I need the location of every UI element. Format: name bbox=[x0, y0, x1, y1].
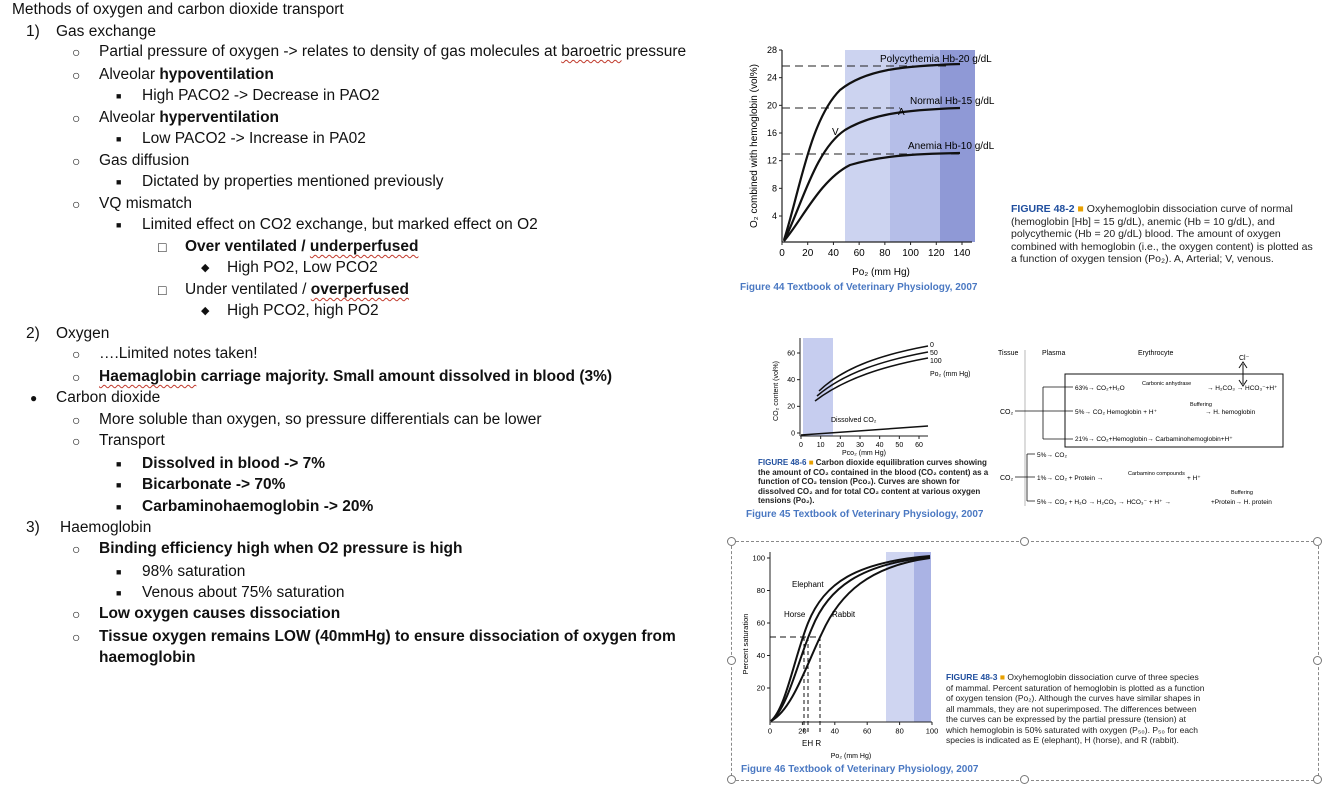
tick-label: 80 bbox=[895, 726, 904, 736]
note-hypo-sub: High PACO2 -> Decrease in PAO2 bbox=[142, 87, 380, 104]
circle-bullet-icon: ○ bbox=[72, 629, 81, 645]
oxyhemoglobin-curve-figure bbox=[740, 40, 1010, 280]
plasma-buffering-label: Buffering bbox=[1231, 490, 1253, 496]
tick-label: 100 bbox=[752, 553, 765, 563]
note-over-ventilated bbox=[185, 237, 418, 257]
curve-label: 100 bbox=[930, 358, 942, 365]
marker-arterial: A bbox=[898, 107, 905, 118]
curve-label: 0 bbox=[930, 342, 934, 349]
square-bullet-icon: ■ bbox=[116, 502, 122, 512]
y-ticks bbox=[787, 350, 800, 437]
note-bold-text: hypoventilation bbox=[159, 66, 274, 83]
tick-label: 20 bbox=[798, 726, 807, 736]
tick-label: 40 bbox=[827, 248, 839, 259]
misspelled-word: overperfused bbox=[310, 281, 409, 298]
section-number-2: 2) bbox=[26, 325, 40, 342]
resize-handle-bottom-right[interactable] bbox=[1313, 775, 1322, 784]
tick-label: 40 bbox=[830, 726, 839, 736]
note-more-soluble: More soluble than oxygen, so pressure differentials can be lower bbox=[99, 411, 542, 428]
section-carbon-dioxide: Carbon dioxide bbox=[56, 389, 161, 406]
caption-text: Oxyhemoglobin dissociation curve of three species of mammal. Percent saturation of hemoglobin is plotted as a function of oxygen tension (Po₂). Although the curves have similar shapes in all mammals, they are not superimposed. The differences between the curves can be expressed by the partial pressure (tension) at which hemoglobin is 50% saturated with oxygen (P₅₀). P₅₀ for each species is indicated as E (elephant), H (horse), and R (rabbit). bbox=[946, 672, 1205, 745]
curve-label: 50 bbox=[930, 350, 938, 357]
note-transport: Transport bbox=[99, 432, 165, 449]
scan-band bbox=[914, 552, 931, 722]
note-bicarbonate: Bicarbonate -> 70% bbox=[142, 476, 286, 493]
section-haemoglobin: Haemoglobin bbox=[60, 519, 152, 536]
circle-bullet-icon: ○ bbox=[72, 541, 81, 557]
tick-label: 50 bbox=[895, 442, 904, 449]
tick-label: 20 bbox=[787, 403, 795, 411]
section-number-1: 1) bbox=[26, 23, 40, 40]
note-under-ventilated bbox=[185, 280, 409, 300]
caption-square-icon: ■ bbox=[1077, 203, 1084, 215]
note-gd-sub: Dictated by properties mentioned previously bbox=[142, 173, 444, 190]
circle-bullet-icon: ○ bbox=[72, 67, 81, 83]
x-ticks bbox=[799, 436, 923, 449]
note-vq-mismatch: VQ mismatch bbox=[99, 195, 193, 212]
square-bullet-icon: ■ bbox=[116, 220, 122, 230]
note-ov-sub: High PO2, Low PCO2 bbox=[227, 259, 378, 276]
resize-handle-top-left[interactable] bbox=[727, 537, 736, 546]
circle-bullet-icon: ○ bbox=[72, 44, 81, 60]
caption-square-icon: ■ bbox=[999, 672, 1006, 682]
note-bold-text: Over ventilated / bbox=[185, 238, 310, 255]
tick-label: 4 bbox=[771, 211, 777, 221]
tick-label: 0 bbox=[767, 726, 773, 736]
label-normal: Normal Hb-15 g/dL bbox=[910, 96, 995, 107]
tick-label: 60 bbox=[853, 248, 865, 259]
note-haemoglobin-carriage bbox=[99, 367, 612, 387]
circle-bullet-icon: ○ bbox=[72, 412, 81, 428]
figure-45-source: Figure 45 Textbook of Veterinary Physiology, 2007 bbox=[746, 509, 984, 520]
tick-label: 16 bbox=[766, 128, 777, 138]
header-erythrocyte: Erythrocyte bbox=[1138, 350, 1174, 357]
note-text: Under ventilated / bbox=[185, 281, 311, 298]
tick-label: 12 bbox=[766, 155, 777, 166]
tick-label: 24 bbox=[766, 72, 777, 83]
tick-label: 20 bbox=[766, 100, 777, 111]
resize-handle-bottom-left[interactable] bbox=[727, 775, 736, 784]
note-gas-diffusion: Gas diffusion bbox=[99, 152, 190, 169]
note-hyper-sub: Low PACO2 -> Increase in PA02 bbox=[142, 130, 366, 147]
figure-48-3-caption bbox=[946, 672, 1208, 746]
note-carbamino: Carbaminohaemoglobin -> 20% bbox=[142, 498, 374, 515]
tick-label: 20 bbox=[756, 683, 765, 693]
note-text: Alveolar bbox=[99, 109, 160, 126]
circle-bullet-icon: ○ bbox=[72, 196, 81, 212]
tick-label: 40 bbox=[756, 651, 765, 660]
note-hypoventilation bbox=[99, 65, 274, 85]
species-dissociation-figure bbox=[736, 548, 941, 760]
resize-handle-right[interactable] bbox=[1313, 656, 1322, 665]
square-bullet-icon: ■ bbox=[116, 134, 122, 144]
reaction-5: 5%→ CO₂ Hemoglobin + H⁺ bbox=[1075, 409, 1157, 416]
tick-label: 60 bbox=[787, 350, 795, 358]
label-anemia: Anemia Hb-10 g/dL bbox=[908, 141, 995, 152]
dissolved-co2-label: Dissolved CO₂ bbox=[831, 417, 877, 424]
section-gas-exchange: Gas exchange bbox=[56, 23, 156, 40]
note-limited: ….Limited notes taken! bbox=[99, 345, 258, 362]
header-plasma: Plasma bbox=[1042, 350, 1066, 357]
y-axis-label: CO₂ content (vol%) bbox=[773, 361, 780, 421]
tick-label: 10 bbox=[816, 442, 825, 449]
y-axis-label: Percent saturation bbox=[741, 613, 750, 675]
square-bullet-icon: ■ bbox=[116, 480, 122, 490]
note-bold-text: hyperventilation bbox=[159, 109, 280, 126]
x-axis-label: Pco₂ (mm Hg) bbox=[842, 450, 886, 457]
note-tissue-oxygen-cont: haemoglobin bbox=[99, 649, 196, 666]
note-venous: Venous about 75% saturation bbox=[142, 584, 345, 601]
co2-equilibration-figure bbox=[745, 336, 990, 461]
x-axis-label: Po₂ (mm Hg) bbox=[852, 267, 910, 278]
caption-heading: FIGURE 48-6 bbox=[758, 458, 807, 467]
note-partial-pressure bbox=[99, 42, 686, 62]
reaction-5-product: → H. hemoglobin bbox=[1205, 409, 1256, 416]
co2-transport-diagram bbox=[995, 344, 1325, 509]
resize-handle-bottom[interactable] bbox=[1020, 775, 1029, 784]
figure-44-source: Figure 44 Textbook of Veterinary Physiology, 2007 bbox=[740, 282, 978, 293]
tick-label: 60 bbox=[756, 618, 765, 628]
note-dissolved: Dissolved in blood -> 7% bbox=[142, 455, 326, 472]
tick-label: 60 bbox=[915, 442, 923, 449]
label-polycythemia: Polycythemia Hb-20 g/dL bbox=[880, 54, 992, 65]
tick-label: 0 bbox=[779, 248, 785, 259]
tick-label: 100 bbox=[925, 726, 939, 736]
tick-label: 8 bbox=[771, 183, 777, 194]
tick-label: 28 bbox=[766, 45, 777, 55]
plasma-5-product: +Protein→ H. protein bbox=[1211, 499, 1272, 506]
hollow-square-bullet-icon: □ bbox=[158, 282, 167, 298]
enzyme-label: Carbonic anhydrase bbox=[1142, 381, 1192, 387]
label-horse: Horse bbox=[784, 610, 806, 619]
square-bullet-icon: ■ bbox=[116, 459, 122, 469]
circle-bullet-icon: ○ bbox=[72, 110, 81, 126]
misspelled-word: underperfused bbox=[309, 238, 419, 255]
po2-legend-label: Po₂ (mm Hg) bbox=[930, 371, 971, 378]
note-tissue-oxygen: Tissue oxygen remains LOW (40mmHg) to ensure dissociation of oxygen from bbox=[99, 628, 676, 645]
tick-label: 0 bbox=[791, 430, 795, 438]
circle-bullet-icon: ○ bbox=[72, 433, 81, 449]
document-title: Methods of oxygen and carbon dioxide transport bbox=[12, 1, 344, 18]
x-ticks bbox=[779, 242, 971, 259]
co2-curve-po2-0 bbox=[819, 346, 928, 391]
square-bullet-icon: ■ bbox=[116, 588, 122, 598]
header-tissue: Tissue bbox=[998, 350, 1019, 357]
square-bullet-icon: ■ bbox=[116, 177, 122, 187]
disc-bullet-icon: ● bbox=[30, 391, 38, 405]
co2-branch-lines bbox=[1015, 387, 1073, 439]
p50-markers: EH R bbox=[802, 739, 822, 748]
note-text: Alveolar bbox=[99, 66, 160, 83]
plasma-1-product: + H⁺ bbox=[1187, 475, 1201, 482]
tick-label: 40 bbox=[875, 442, 884, 449]
circle-bullet-icon: ○ bbox=[72, 606, 81, 622]
section-number-3: 3) bbox=[26, 519, 40, 536]
tick-label: 120 bbox=[927, 248, 945, 259]
label-elephant: Elephant bbox=[792, 580, 824, 589]
misspelled-word: Haemaglobin bbox=[99, 368, 197, 385]
tissue-co2-label: CO₂ bbox=[1000, 475, 1014, 482]
figure-48-6-caption bbox=[758, 458, 996, 506]
caption-text: Oxyhemoglobin dissociation curve of normal (hemoglobin [Hb] = 15 g/dL), anemic (Hb = 10 g/dL), and polycythemic (Hb = 20 g/dL) blood. The amount of oxygen combined with hemoglobin (i.e., the oxygen content) is plotted as a function of oxygen tension (Po₂). A, Arterial; V, venous. bbox=[1011, 203, 1313, 265]
tick-label: 0 bbox=[799, 442, 803, 449]
square-bullet-icon: ■ bbox=[116, 91, 122, 101]
buffering-label: Buffering bbox=[1190, 402, 1212, 408]
square-bullet-icon: ■ bbox=[116, 567, 122, 577]
label-rabbit: Rabbit bbox=[832, 610, 856, 619]
plasma-1-protein: 1%→ CO₂ + Protein → bbox=[1037, 475, 1104, 482]
plasma-5-dissolved: 5%→ CO₂ bbox=[1037, 452, 1067, 459]
chloride-label: Cl⁻ bbox=[1239, 355, 1250, 362]
tick-label: 20 bbox=[802, 248, 814, 259]
tick-label: 100 bbox=[902, 248, 919, 259]
note-binding-efficiency: Binding efficiency high when O2 pressure is high bbox=[99, 540, 463, 557]
reaction-21: 21%→ CO₂+Hemoglobin→ Carbaminohemoglobin+H⁺ bbox=[1075, 436, 1233, 443]
x-ticks bbox=[768, 722, 938, 736]
tick-label: 80 bbox=[879, 248, 891, 259]
hollow-square-bullet-icon: □ bbox=[158, 239, 167, 255]
note-vq-sub: Limited effect on CO2 exchange, but marked effect on O2 bbox=[142, 216, 538, 233]
y-axis-label: O₂ combined with hemoglobin (vol%) bbox=[749, 64, 760, 228]
misspelled-word: baroetric bbox=[561, 43, 622, 60]
resize-handle-top[interactable] bbox=[1020, 537, 1029, 546]
tick-label: 40 bbox=[787, 377, 795, 384]
y-ticks bbox=[752, 554, 770, 693]
circle-bullet-icon: ○ bbox=[72, 153, 81, 169]
caption-heading: FIGURE 48-2 bbox=[1011, 203, 1075, 215]
reaction-63-product: → H₂CO₃ → HCO₃⁻+H⁺ bbox=[1207, 385, 1278, 392]
resize-handle-top-right[interactable] bbox=[1313, 537, 1322, 546]
note-98-saturation: 98% saturation bbox=[142, 563, 246, 580]
tissue-co2-label: CO₂ bbox=[1000, 409, 1014, 416]
circle-bullet-icon: ○ bbox=[72, 346, 81, 362]
reaction-63: 63%→ CO₂+H₂O bbox=[1075, 385, 1125, 392]
tick-label: 30 bbox=[856, 442, 864, 449]
note-low-oxygen: Low oxygen causes dissociation bbox=[99, 605, 341, 622]
note-text: Partial pressure of oxygen -> relates to density of gas molecules at bbox=[99, 43, 562, 60]
marker-venous: V bbox=[832, 127, 839, 138]
x-axis-label: Po₂ (mm Hg) bbox=[830, 753, 872, 760]
figure-46-source: Figure 46 Textbook of Veterinary Physiology, 2007 bbox=[741, 764, 979, 775]
circle-bullet-icon: ○ bbox=[72, 369, 81, 385]
section-oxygen: Oxygen bbox=[56, 325, 110, 342]
plasma-5-bicarbonate: 5%→ CO₂ + H₂O → H₂CO₃ → HCO₃⁻ + H⁺ → bbox=[1037, 499, 1171, 506]
diamond-bullet-icon: ◆ bbox=[201, 262, 210, 274]
y-ticks bbox=[767, 45, 782, 221]
tick-label: 20 bbox=[836, 442, 845, 449]
diamond-bullet-icon: ◆ bbox=[201, 305, 210, 317]
resize-handle-left[interactable] bbox=[727, 656, 736, 665]
caption-square-icon: ■ bbox=[808, 458, 814, 467]
note-uv-sub: High PCO2, high PO2 bbox=[227, 302, 379, 319]
figure-48-2-caption bbox=[1011, 203, 1321, 266]
note-bold-text: carriage majority. Small amount dissolved in blood (3%) bbox=[196, 368, 613, 385]
carbamino-label: Carbamino compounds bbox=[1128, 471, 1185, 477]
note-text: pressure bbox=[621, 43, 687, 60]
tick-label: 140 bbox=[953, 248, 971, 259]
caption-heading: FIGURE 48-3 bbox=[946, 672, 998, 682]
tick-label: 60 bbox=[863, 726, 872, 736]
tick-label: 80 bbox=[756, 586, 765, 595]
note-hyperventilation bbox=[99, 108, 279, 128]
caption-text: Carbon dioxide equilibration curves showing the amount of CO₂ contained in the blood (CO₂ content) as a function of CO₂ tension (Pco₂). Curves are shown for dissolved CO₂ and for total CO₂ content at various oxygen tensions (Po₂). bbox=[758, 458, 989, 505]
